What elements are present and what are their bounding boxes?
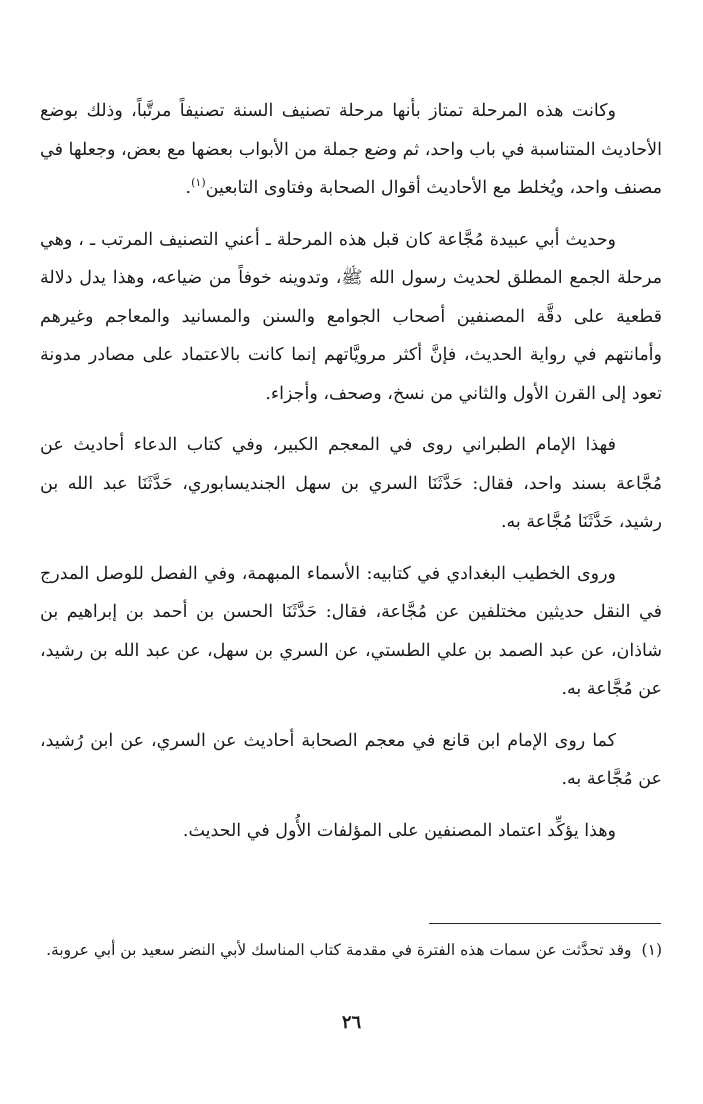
paragraph-2: وحديث أبي عبيدة مُجَّاعة كان قبل هذه المرحلة ـ أعني التصنيف المرتب ـ ، وهي مرحلة الجمع المطلق لحديث رسول الله ﷺ، وتدوينه خوفاً من ضياعه، وهذا يدل دلالة قطعية على دقَّة المصنفين أصحاب الجوامع والسنن والمسانيد والمعاجم وغيرهم وأمانتهم في رواية الحديث، فإنَّ أكثر مرويَّاتهم إنما كانت بالاعتماد على مصادر مدونة تعود إلى القرن الأول والثاني من نسخ، وصحف، وأجزاء.: [40, 229, 662, 404]
paragraph-6: وهذا يؤكِّد اعتماد المصنفين على المؤلفات الأُول في الحديث.: [182, 820, 616, 841]
main-text: [40, 92, 662, 850]
paragraph-5: كما روى الإمام ابن قانع في معجم الصحابة أحاديث عن السري، عن ابن رُشيد، عن مُجَّاعة به.: [40, 730, 662, 789]
footnote-mark: (١): [641, 941, 662, 959]
footnote-divider: [429, 923, 661, 924]
footnote: [40, 933, 662, 967]
footnote-reference[interactable]: (١): [191, 176, 206, 190]
page-number: ٢٦: [341, 1012, 362, 1033]
footnote-text: وقد تحدَّثت عن سمات هذه الفترة في مقدمة كتاب المناسك لأبي النضر سعيد بن أبي عروبة.: [46, 941, 632, 959]
paragraph-4: وروى الخطيب البغدادي في كتابيه: الأسماء المبهمة، وفي الفصل للوصل المدرج في النقل حديثين مختلفين عن مُجَّاعة، فقال: حَدَّثَنَا الحسن بن أحمد بن إبراهيم بن شاذان، عن عبد الصمد بن علي الطستي، عن السري بن سهل، عن عبد الله بن رشيد، عن مُجَّاعة به.: [40, 563, 662, 699]
paragraph-1-text: وكانت هذه المرحلة تمتاز بأنها مرحلة تصنيف السنة تصنيفاً مرتَّباً، وذلك بوضع الأحاديث المتناسبة في باب واحد، ثم وضع جملة من الأبواب بعضها مع بعض، وجعلها في مصنف واحد، ويُخلط مع الأحاديث أقوال الصحابة وفتاوى التابعين: [40, 101, 662, 198]
paragraph-1: [40, 92, 662, 208]
paragraph-3: فهذا الإمام الطبراني روى في المعجم الكبير، وفي كتاب الدعاء أحاديث عن مُجَّاعة بسند واحد، فقال: حَدَّثَنَا السري بن سهل الجنديسابوري، حَدَّثَنَا عبد الله بن رشيد، حَدَّثَنَا مُجَّاعة به.: [40, 435, 662, 532]
footnote-reference-period: .: [185, 178, 192, 198]
